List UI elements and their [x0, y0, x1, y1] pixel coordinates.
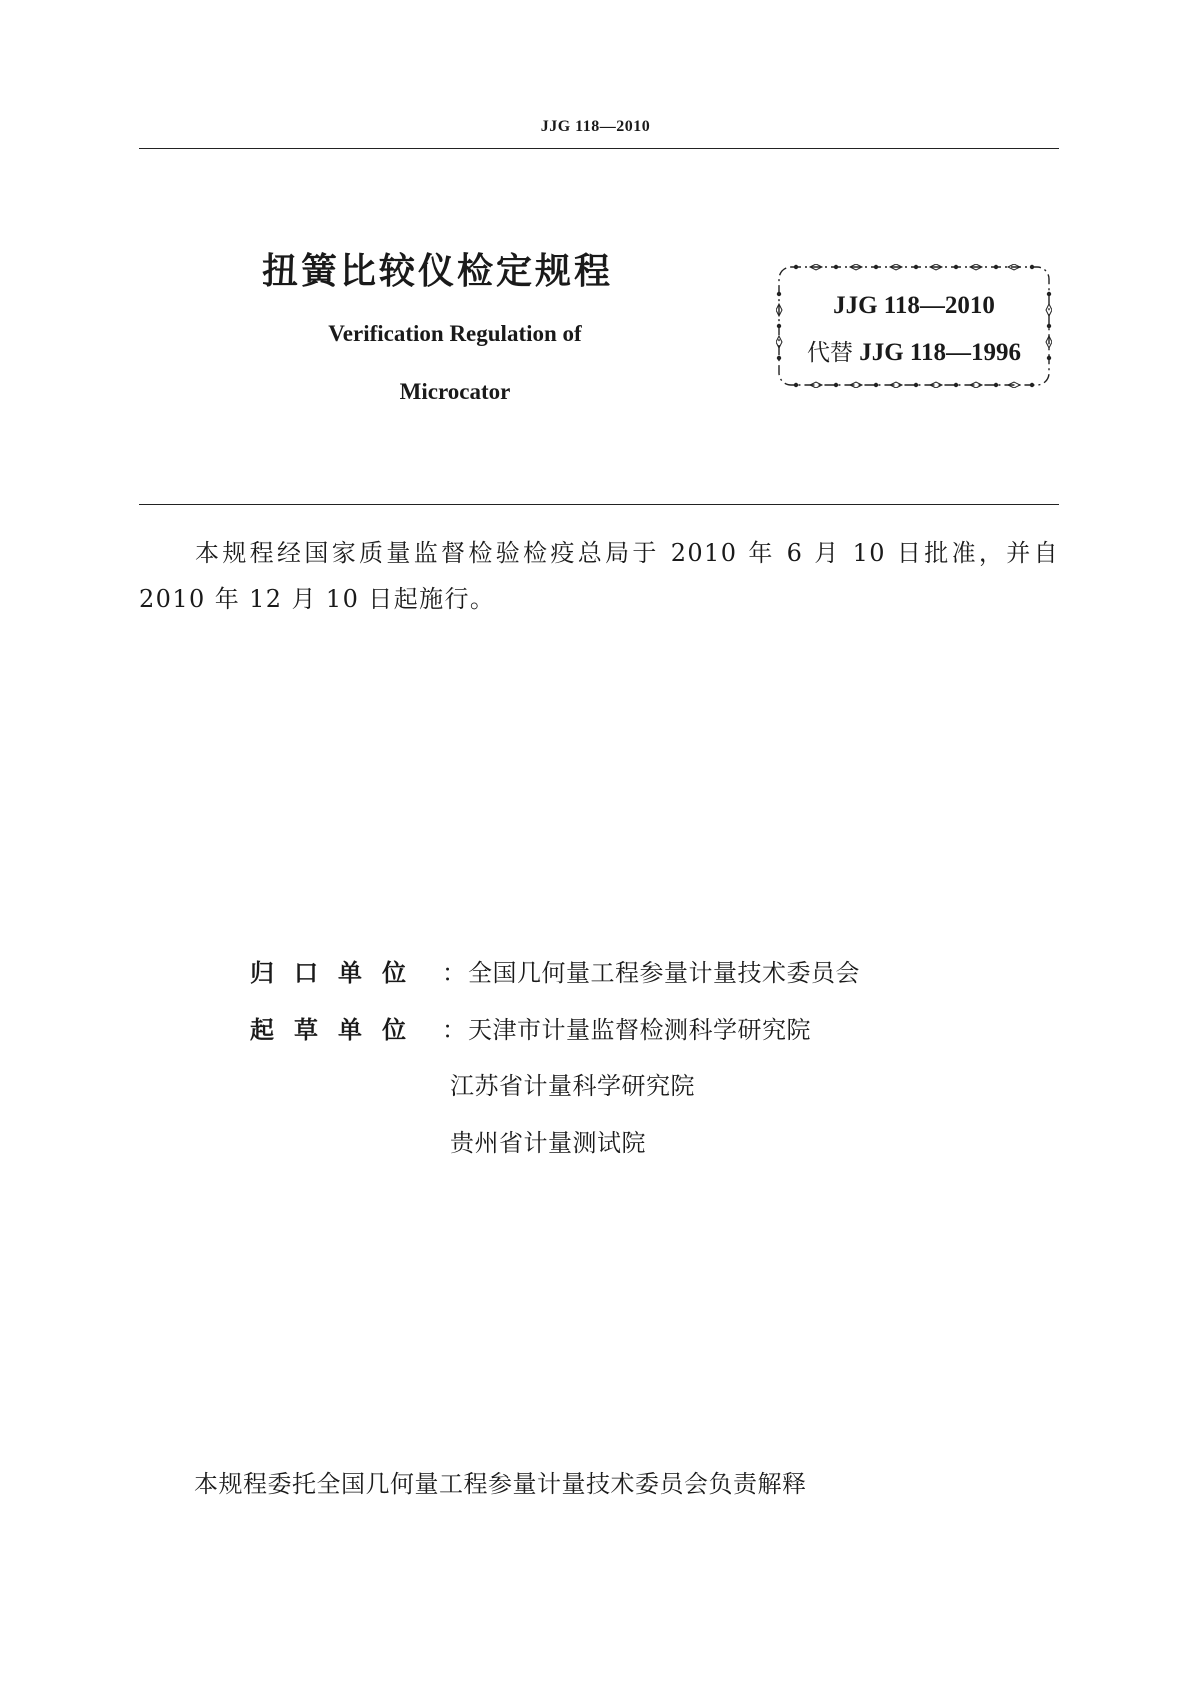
approval-statement: 本规程经国家质量监督检验检疫总局于 2010 年 6 月 10 日批准，并自 2010 年 12 月 10 日起施行。 — [139, 539, 1059, 613]
standard-code-box — [776, 264, 1052, 388]
label-char: 起 — [250, 1016, 274, 1044]
replaces-standard — [776, 334, 1052, 367]
title-divider — [139, 504, 1059, 505]
drafting-unit-value: 贵州省计量测试院 — [450, 1129, 646, 1157]
drafting-unit-value: 江苏省计量科学研究院 — [450, 1072, 695, 1100]
label-char: 位 — [382, 1016, 406, 1044]
responsible-unit-label — [250, 953, 442, 993]
drafting-unit-value: 天津市计量监督检测科学研究院 — [468, 1016, 811, 1044]
header-divider — [139, 148, 1059, 149]
document-title-english-line2: Microcator — [399, 379, 511, 404]
replaced-code: JJG 118—1996 — [859, 339, 1022, 366]
responsible-unit-value: 全国几何量工程参量计量技术委员会 — [468, 959, 860, 987]
running-header: JJG 118—2010 — [540, 118, 651, 135]
label-char: 草 — [294, 1016, 318, 1044]
drafting-unit-row — [250, 1010, 811, 1050]
label-colon: ： — [442, 1016, 466, 1044]
responsible-unit-row — [250, 953, 860, 993]
replaces-prefix: 代替 — [806, 340, 853, 366]
document-title-english-line1: Verification Regulation of — [328, 321, 582, 346]
label-char: 单 — [338, 959, 362, 987]
drafting-unit-label — [250, 1010, 442, 1050]
label-char: 口 — [294, 959, 318, 987]
decorative-border-icon — [776, 264, 1052, 388]
label-char: 归 — [250, 959, 274, 987]
label-char: 单 — [338, 1016, 362, 1044]
label-colon: ： — [442, 959, 466, 987]
standard-code: JJG 118—2010 — [833, 292, 995, 319]
interpretation-statement: 本规程委托全国几何量工程参量计量技术委员会负责解释 — [194, 1470, 807, 1498]
document-title-chinese: 扭簧比较仪检定规程 — [262, 251, 614, 292]
label-char: 位 — [382, 959, 406, 987]
